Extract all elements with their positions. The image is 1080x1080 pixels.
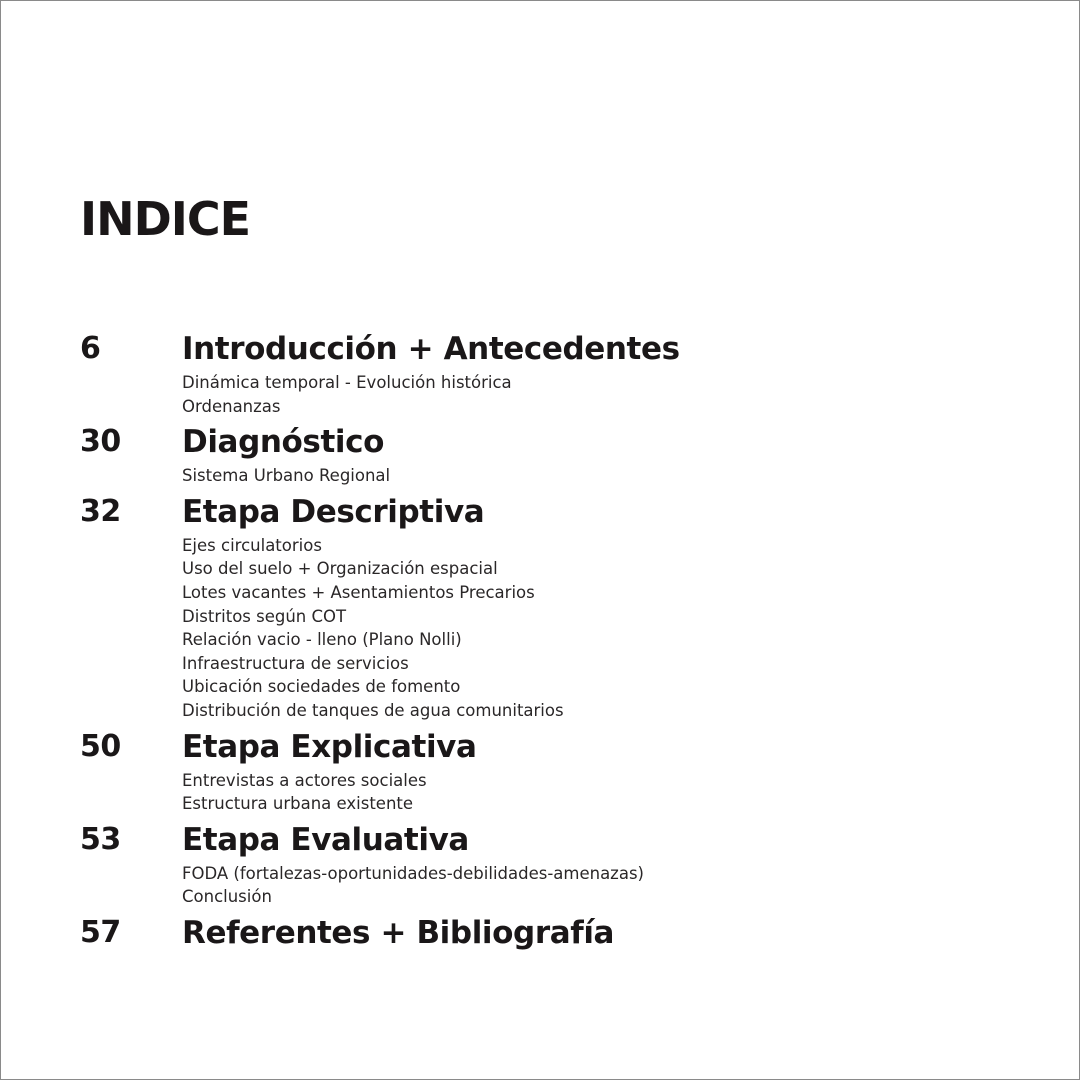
toc-heading: Introducción + Antecedentes bbox=[182, 331, 680, 367]
table-of-contents bbox=[80, 327, 1040, 955]
toc-subitem: Conclusión bbox=[182, 887, 272, 907]
toc-subitem: Uso del suelo + Organización espacial bbox=[182, 559, 498, 579]
toc-page-number: 6 bbox=[80, 331, 101, 366]
toc-subitems bbox=[182, 862, 1040, 909]
toc-subitems bbox=[182, 464, 1040, 488]
toc-subitem: Estructura urbana existente bbox=[182, 794, 414, 814]
toc-entry-body bbox=[182, 725, 1040, 818]
toc-heading: Etapa Descriptiva bbox=[182, 493, 485, 530]
toc-subitem: Relación vacio - lleno (Plano Nolli) bbox=[182, 630, 462, 650]
toc-heading: Referentes + Bibliografía bbox=[182, 914, 615, 951]
toc-subitem: Distritos según COT bbox=[182, 606, 347, 626]
toc-subitems bbox=[182, 371, 1040, 418]
toc-subitem: Lotes vacantes + Asentamientos Precarios bbox=[182, 582, 535, 602]
toc-subitem: Ubicación sociedades de fomento bbox=[182, 677, 461, 697]
toc-subitem: Ejes circulatorios bbox=[182, 535, 322, 555]
toc-entry-body bbox=[182, 490, 1040, 725]
toc-subitem: Sistema Urbano Regional bbox=[182, 466, 391, 486]
toc-subitems bbox=[182, 769, 1040, 816]
toc-entry-body bbox=[182, 420, 1040, 490]
page-title: INDICE bbox=[80, 192, 251, 246]
toc-page-number: 50 bbox=[80, 728, 121, 764]
toc-subitem: Infraestructura de servicios bbox=[182, 653, 409, 673]
toc-entry-referentes[interactable] bbox=[80, 911, 1040, 955]
toc-entry-diagnostico[interactable] bbox=[80, 420, 1040, 490]
toc-entry-body bbox=[182, 911, 1040, 955]
toc-page-number: 32 bbox=[80, 493, 121, 529]
toc-subitem: Entrevistas a actores sociales bbox=[182, 770, 427, 790]
toc-entry-etapa-evaluativa[interactable] bbox=[80, 818, 1040, 911]
toc-entry-etapa-descriptiva[interactable] bbox=[80, 490, 1040, 725]
toc-subitem: Ordenanzas bbox=[182, 396, 281, 416]
toc-entry-body bbox=[182, 818, 1040, 911]
toc-subitems bbox=[182, 534, 1040, 723]
toc-heading: Etapa Explicativa bbox=[182, 728, 477, 765]
toc-page-number: 57 bbox=[80, 914, 121, 950]
toc-heading: Diagnóstico bbox=[182, 424, 385, 461]
toc-heading: Etapa Evaluativa bbox=[182, 821, 469, 858]
toc-subitem: Dinámica temporal - Evolución histórica bbox=[182, 373, 512, 392]
toc-page-number: 30 bbox=[80, 424, 121, 460]
toc-subitem: FODA (fortalezas-oportunidades-debilidades-amenazas) bbox=[182, 863, 644, 883]
toc-subitem: Distribución de tanques de agua comunitarios bbox=[182, 700, 564, 720]
toc-page-number: 53 bbox=[80, 821, 121, 857]
toc-entry-body bbox=[182, 327, 1040, 420]
toc-entry-etapa-explicativa[interactable] bbox=[80, 725, 1040, 818]
toc-entry-introduccion[interactable] bbox=[80, 327, 1040, 420]
